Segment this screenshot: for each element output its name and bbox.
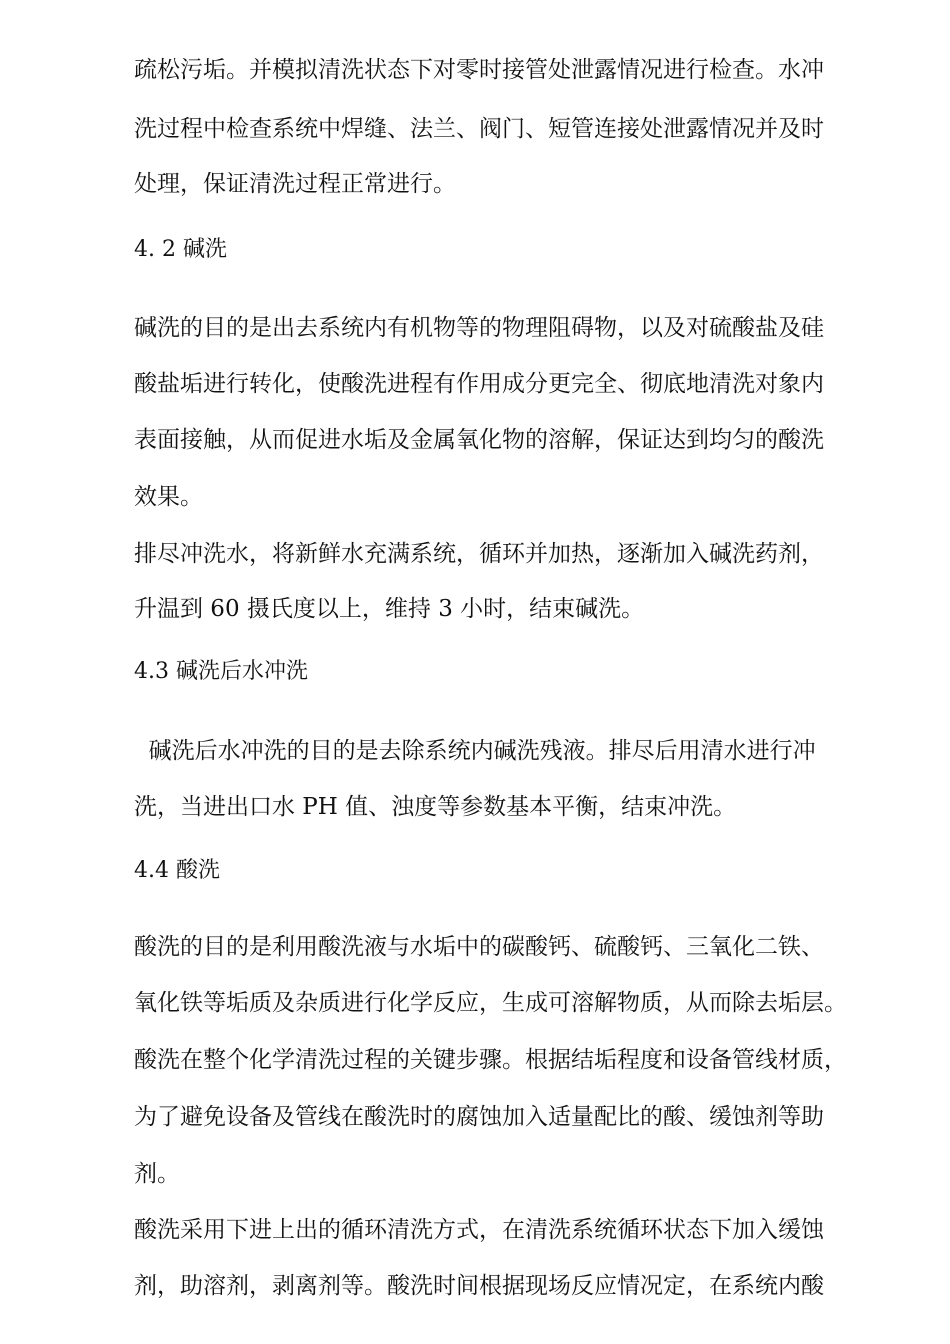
section-heading-4-3: 4.3 碱洗后水冲洗 <box>134 659 308 684</box>
body-text-line: 疏松污垢。并模拟清洗状态下对零时接管处泄露情况进行检查。水冲 <box>134 57 824 83</box>
body-text-line: 碱洗后水冲洗的目的是去除系统内碱洗残液。排尽后用清水进行冲 <box>134 738 816 764</box>
section-heading-4-2: 4. 2 碱洗 <box>134 237 227 262</box>
body-text-line: 剂。 <box>134 1161 180 1187</box>
body-text-line: 效果。 <box>134 484 203 510</box>
body-text-line: 剂，助溶剂，剥离剂等。酸洗时间根据现场反应情况定，在系统内酸 <box>134 1273 824 1299</box>
body-text-line: 酸盐垢进行转化，使酸洗进程有作用成分更完全、彻底地清洗对象内 <box>134 371 824 397</box>
body-text-line: 酸洗的目的是利用酸洗液与水垢中的碳酸钙、硫酸钙、三氧化二铁、 <box>134 934 824 960</box>
body-text-line: 表面接触，从而促进水垢及金属氧化物的溶解，保证达到均匀的酸洗 <box>134 427 824 453</box>
body-text-line: 洗，当进出口水 PH 值、浊度等参数基本平衡，结束冲洗。 <box>134 794 737 820</box>
body-text-line: 排尽冲洗水，将新鲜水充满系统，循环并加热，逐渐加入碱洗药剂， <box>134 541 824 567</box>
body-text-line: 为了避免设备及管线在酸洗时的腐蚀加入适量配比的酸、缓蚀剂等助 <box>134 1104 824 1130</box>
body-text-line: 处理，保证清洗过程正常进行。 <box>134 171 456 197</box>
body-text-line: 酸洗采用下进上出的循环清洗方式，在清洗系统循环状态下加入缓蚀 <box>134 1217 824 1243</box>
body-text-line: 氧化铁等垢质及杂质进行化学反应，生成可溶解物质，从而除去垢层。 <box>134 990 847 1016</box>
body-text-line: 碱洗的目的是出去系统内有机物等的物理阻碍物，以及对硫酸盐及硅 <box>134 315 824 341</box>
section-heading-4-4: 4.4 酸洗 <box>134 858 220 883</box>
body-text-line: 洗过程中检查系统中焊缝、法兰、阀门、短管连接处泄露情况并及时 <box>134 116 824 142</box>
body-text-line: 升温到 60 摄氏度以上，维持 3 小时，结束碱洗。 <box>134 596 645 622</box>
body-text-line: 酸洗在整个化学清洗过程的关键步骤。根据结垢程度和设备管线材质， <box>134 1047 847 1073</box>
